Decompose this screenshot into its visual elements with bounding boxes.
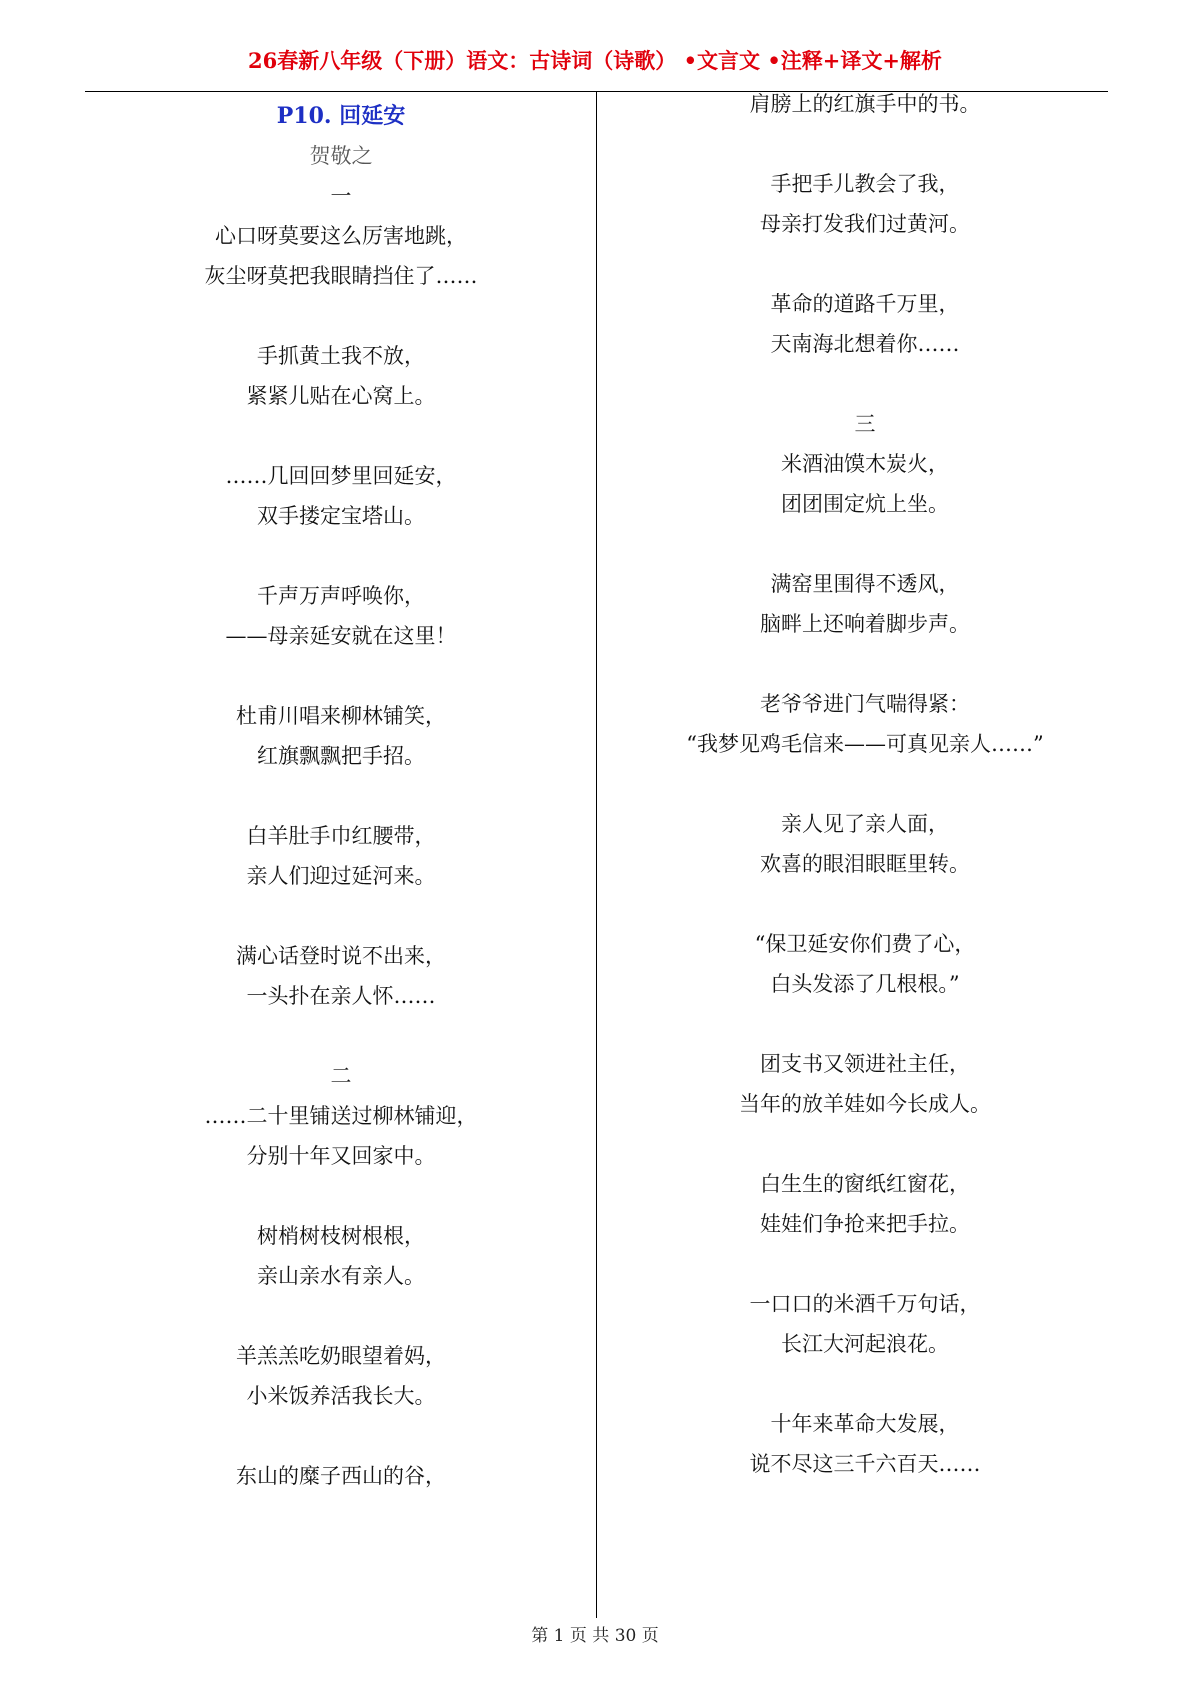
poem-line: ……几回回梦里回延安， — [225, 464, 457, 488]
section-number: 一 — [330, 184, 352, 208]
poem-line: 当年的放羊娃如今长成人。 — [739, 1092, 991, 1116]
poem-line: 红旗飘飘把手招。 — [257, 744, 425, 768]
column-divider — [596, 91, 597, 1618]
poem-line: 团团围定炕上坐。 — [781, 492, 949, 516]
poem-line: “保卫延安你们费了心， — [754, 932, 976, 956]
poem-line: 白生生的窗纸红窗花， — [760, 1172, 970, 1196]
poem-line: 一头扑在亲人怀…… — [246, 984, 436, 1008]
poem-line: 分别十年又回家中。 — [246, 1144, 436, 1168]
poem-line: 心口呀莫要这么厉害地跳， — [215, 224, 467, 248]
poem-line: 满心话登时说不出来， — [236, 944, 446, 968]
poem-line: 说不尽这三千六百天…… — [749, 1452, 981, 1476]
poem-line: 白头发添了几根根。” — [770, 972, 960, 996]
poem-line: 天南海北想着你…… — [770, 332, 960, 356]
poem-line: 米酒油馍木炭火， — [781, 452, 949, 476]
poem-line: 白羊肚手巾红腰带， — [246, 824, 436, 848]
poem-line: 长江大河起浪花。 — [781, 1332, 949, 1356]
poem-title: P10. 回延安 — [276, 103, 406, 129]
poem-line: 手把手儿教会了我， — [770, 172, 960, 196]
poem-line: 脑畔上还响着脚步声。 — [760, 612, 970, 636]
poem-line: 革命的道路千万里， — [770, 292, 960, 316]
poem-line: 老爷爷进门气喘得紧： — [760, 692, 970, 716]
section-number: 二 — [330, 1064, 352, 1088]
poem-line: 肩膀上的红旗手中的书。 — [749, 92, 981, 116]
poem-line: 欢喜的眼泪眼眶里转。 — [760, 852, 970, 876]
poem-line: 十年来革命大发展， — [770, 1412, 960, 1436]
poem-line: 母亲打发我们过黄河。 — [760, 212, 970, 236]
page-header-title: 26春新八年级（下册）语文：古诗词（诗歌） •文言文 •注释+译文+解析 — [248, 48, 942, 73]
poem-line: 亲山亲水有亲人。 — [257, 1264, 425, 1288]
poem-line: 双手搂定宝塔山。 — [257, 504, 425, 528]
poem-line: 小米饭养活我长大。 — [246, 1384, 436, 1408]
poem-line: 亲人们迎过延河来。 — [246, 864, 436, 888]
right-column — [615, 0, 1115, 1682]
page-number: 第 1 页 共 30 页 — [531, 1626, 659, 1646]
poem-line: 千声万声呼唤你， — [257, 584, 425, 608]
poem-line: 娃娃们争抢来把手拉。 — [760, 1212, 970, 1236]
poem-author: 贺敬之 — [309, 144, 373, 168]
section-number: 三 — [854, 412, 876, 436]
left-column — [91, 0, 591, 1682]
poem-line: ——母亲延安就在这里！ — [225, 624, 457, 648]
poem-line: 东山的糜子西山的谷， — [236, 1464, 446, 1488]
poem-line: 灰尘呀莫把我眼睛挡住了…… — [204, 264, 478, 288]
poem-line: 杜甫川唱来柳林铺笑， — [236, 704, 446, 728]
poem-line: 亲人见了亲人面， — [781, 812, 949, 836]
poem-line: “我梦见鸡毛信来——可真见亲人……” — [686, 732, 1044, 756]
poem-line: ……二十里铺送过柳林铺迎， — [204, 1104, 478, 1128]
poem-line: 一口口的米酒千万句话， — [749, 1292, 981, 1316]
poem-line: 满窑里围得不透风， — [770, 572, 960, 596]
poem-line: 羊羔羔吃奶眼望着妈， — [236, 1344, 446, 1368]
poem-line: 紧紧儿贴在心窝上。 — [246, 384, 436, 408]
poem-line: 手抓黄土我不放， — [257, 344, 425, 368]
poem-line: 团支书又领进社主任， — [760, 1052, 970, 1076]
poem-line: 树梢树枝树根根， — [257, 1224, 425, 1248]
